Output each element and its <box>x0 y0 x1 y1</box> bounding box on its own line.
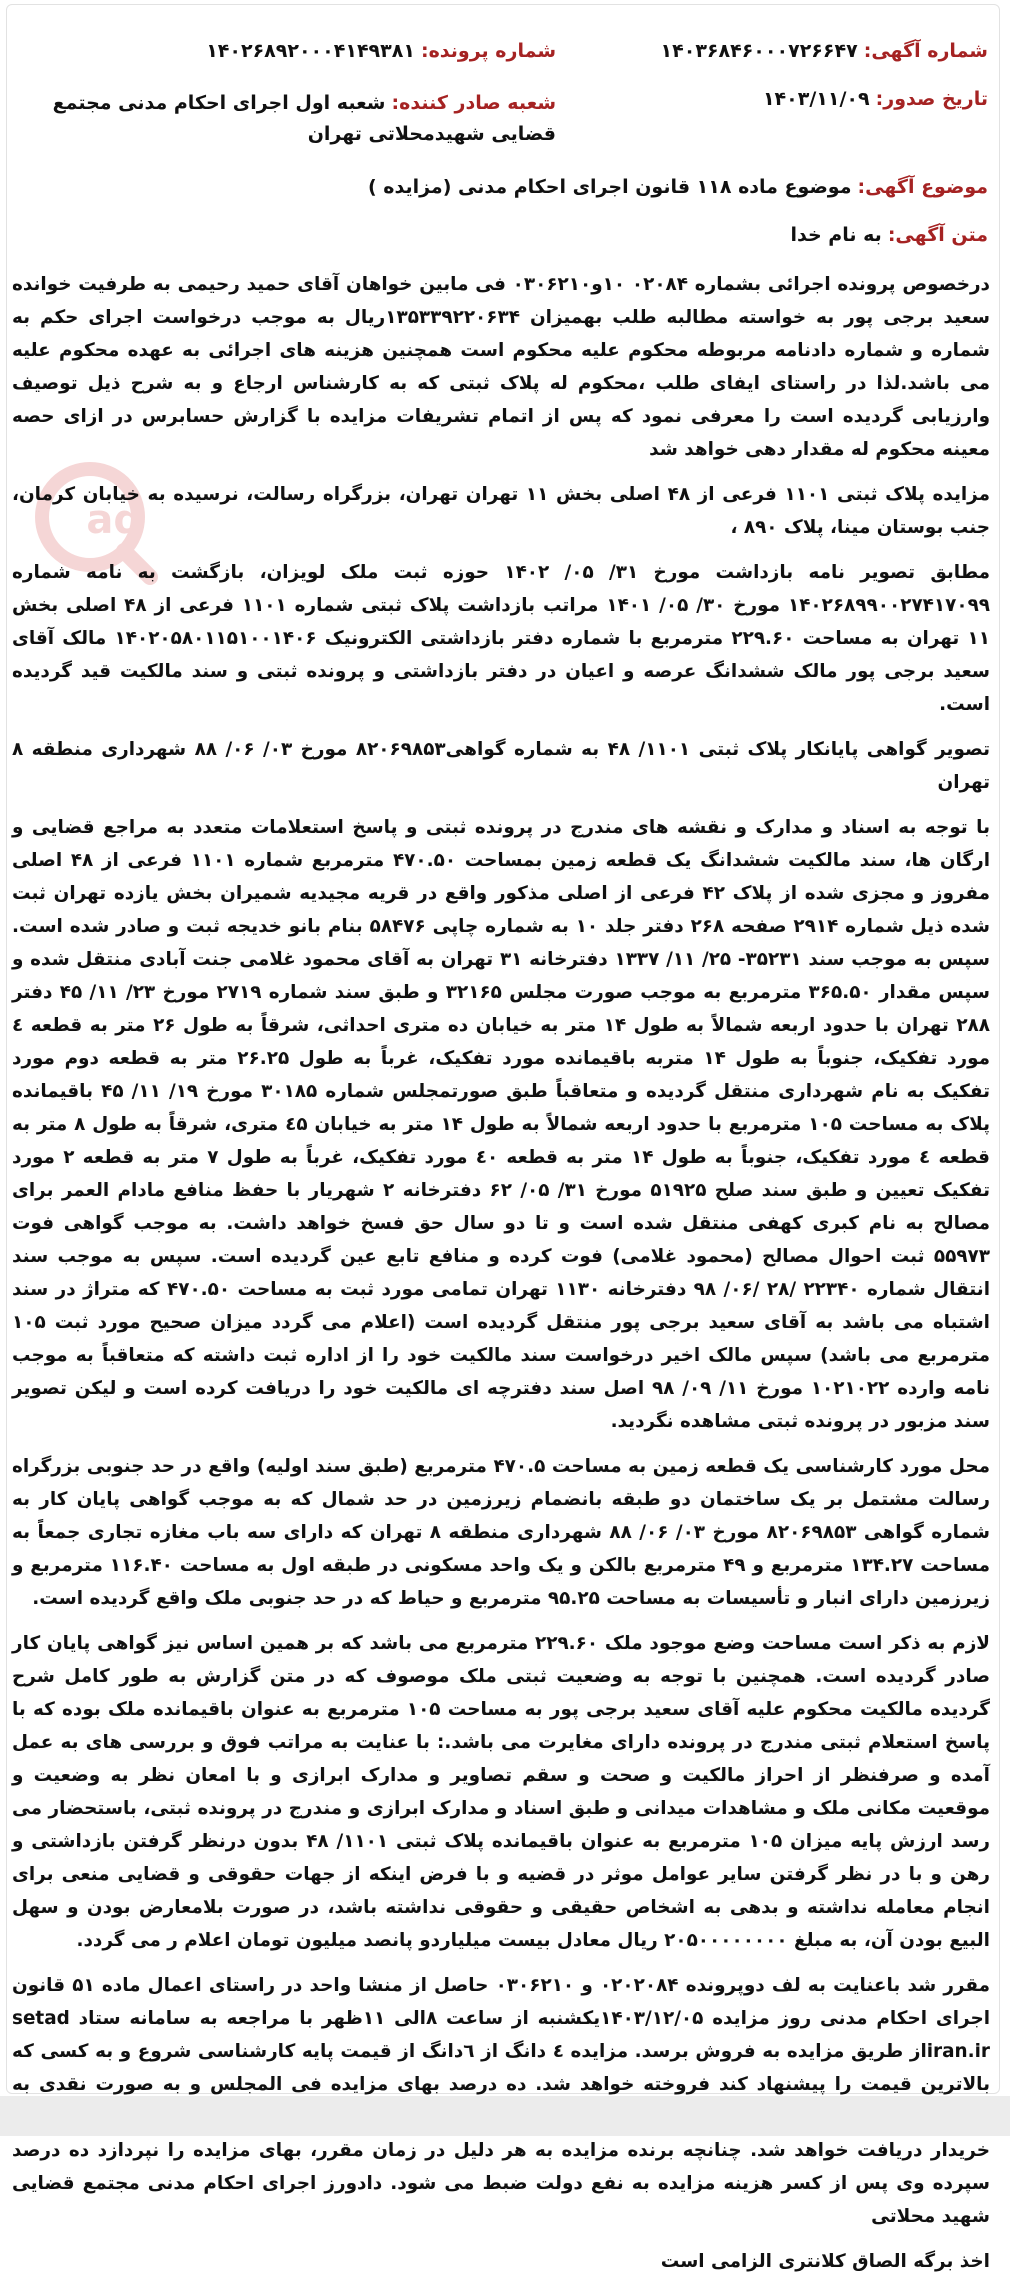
notice-subject <box>368 176 988 198</box>
issue-date-value: ۱۴۰۳/۱۱/۰۹ <box>762 88 870 110</box>
paragraph-case-intro: درخصوص پرونده اجرائی بشماره ۰۲۰۸۴ ۱۰و۰۳۰۶۲۱۰ فی مابین خواهان آقای حمید رحیمی به طرفیت خوانده سعید برجی پور به خواسته مطالبه طلب بهمیزان ۱۳۵۳۳۹۲۲۰۶۳۴ریال به موجب درخواست اجرای حکم به شماره و شماره دادنامه مربوطه محکوم علیه محکوم است همچنین هزینه های اجرائی به عهده محکوم علیه می باشد.لذا در راستای ایفای طلب ،محکوم له پلاک ثبتی که به کارشناس ارجاع و به شرح ذیل توصیف وارزیابی گردیده است را معرفی نمود که پس از اتمام تشریفات مزایده با گزارش حسابرس در ازای حصه معینه محکوم له مقدار دهی خواهد شد <box>12 274 990 460</box>
case-number-label: شماره پرونده: <box>420 40 556 62</box>
notice-body <box>12 268 990 2290</box>
issuing-branch-value: شعبه اول اجرای احکام مدنی مجتمع قضایی شهیدمحلاتی تهران <box>52 92 556 145</box>
notice-number-value: ۱۴۰۳۶۸۴۶۰۰۰۷۲۶۶۴۷ <box>660 40 858 62</box>
paragraph-auction-terms: مقرر شد باعنایت به لف دوپرونده ۰۲۰۲۰۸۴ و ۰۳۰۶۲۱۰ حاصل از منشا واحد در راستای اعمال ماده ۵۱ قانون اجرای احکام مدنی روز مزایده ۱۴۰۳/۱۲/۰۵یکشنبه از ساعت ۸الی ۱۱ظهر با مراجعه به سامانه ستاد setad iran.irاز طریق مزایده به فروش برسد. مزایده ٤ دانگ از ٦دانگ از قیمت پایه کارشناسی شروع و به کسی که بالاترین قیمت را پیشنهاد کند فروخته خواهد شد. ده درصد بهای مزایده فی المجلس و به صورت نقدی به خریدار دریافت خواهد شد. چنانچه برنده مزایده به هر دلیل در زمان مقرر، بهای مزایده را نپردازد ده درصد سپرده وی پس از کسر هزینه مزایده به نفع دولت ضبط می شود. دادورز اجرای احکام مدنی مجتمع قضایی شهید محلاتی <box>12 1975 991 2227</box>
issue-date-label: تاریخ صدور: <box>875 88 988 110</box>
case-number-value: ۱۴۰۲۶۸۹۲۰۰۰۴۱۴۹۳۸۱ <box>206 40 415 62</box>
issuing-branch-label: شعبه صادر کننده: <box>391 92 556 114</box>
paragraph-ownership-history: با توجه به اسناد و مدارک و نقشه های مندرج در پرونده ثبتی و پاسخ استعلامات متعدد به مراجع قضایی و ارگان ها، سند مالکیت ششدانگ یک قطعه زمین بمساحت ۴۷۰.۵۰ مترمربع شماره ۱۱۰۱ فرعی از ۴۸ اصلی مفروز و مجزی شده از پلاک ۴۲ فرعی از اصلی مذکور واقع در قریه مجیدیه شمیران بخش یازده تهران ثبت شده ذیل شماره ۲۹۱۴ صفحه ۲۶۸ دفتر جلد ۱۰ به شماره چاپی ۵۸۴۷۶ بنام بانو خدیجه ثبت و صادر شده است. سپس به موجب سند ۳۵۲۳۱- ۲۵/ ۱۱/ ۱۳۳۷ دفترخانه ۳۱ تهران به آقای محمود غلامی جنت آبادی منتقل شده و سپس مقدار ۳۶۵.۵۰ مترمربع به موجب صورت مجلس ۳۲۱۶۵ و طبق سند شماره ۲۷۱۹ مورخ ۲۳/ ۱۱/ ۴۵ دفتر ۲۸۸ تهران با حدود اربعه شمالاً به طول ۱۴ متر به خیابان ده متری احداثی، شرقاً به طول ۲۶ متر به قطعه ٤ مورد تفکیک، جنوباً به طول ۱۴ متربه باقیمانده مورد تفکیک، غرباً به طول ۲۶.۲۵ متر به قطعه دوم مورد تفکیک به نام شهرداری منتقل گردیده و متعاقباً طبق صورتمجلس شماره ۳۰۱۸۵ مورخ ۱۹/ ۱۱/ ۴۵ باقیمانده پلاک به مساحت ۱۰۵ مترمربع با حدود اربعه شمالاً به طول ۱۴ متر به خیابان ٤۵ متری، شرقاً به طول ۸ متر به قطعه ٤ مورد تفکیک، جنوباً به طول ۱۴ متر به قطعه ٤۰ مورد تفکیک، غرباً به طول ۷ متر به قطعه ۲ مورد تفکیک تعیین و طبق سند صلح ۵۱۹۲۵ مورخ ۳۱/ ۰۵/ ۶۲ دفترخانه ۲ شهریار با حفظ منافع مادام العمر برای مصالح به نام کبری کهفی منتقل شده است و تا دو سال حق فسخ خواهد داشت. به موجب گواهی فوت ۵۵۹۷۳ ثبت احوال مصالح (محمود غلامی) فوت کرده و منافع تابع عین گردیده است. سپس به موجب سند انتقال شماره ۲۲۳۴۰ /۲۸ /۰۶/ ۹۸ دفترخانه ۱۱۳۰ تهران تمامی مورد ثبت به مساحت ۴۷۰.۵۰ که متراژ در سند اشتباه می باشد به آقای سعید برجی پور منتقل گردیده است (اعلام می گردد میزان صحیح مورد ثبت ۱۰۵ مترمربع می باشد) سپس مالک اخیر درخواست سند مالکیت خود را از اداره ثبت داشته که متعاقباً به موجب نامه وارده ۱۰۲۱۰۲۲ مورخ ۱۱/ ۰۹/ ۹۸ اصل سند دفترچه ای مالکیت خود را دریافت کرده است و لیکن تصویر سند مزبور در پرونده ثبتی مشاهده نگردید. <box>12 817 991 1432</box>
paragraph-plate-address: مزایده پلاک ثبتی ۱۱۰۱ فرعی از ۴۸ اصلی بخش ۱۱ تهران تهران، بزرگراه رسالت، نرسیده به خیابان کرمان، جنب بوستان مینا، پلاک ۸۹۰ ، <box>12 484 991 538</box>
paragraph-completion-certificate: تصویر گواهی پایانکار پلاک ثبتی ۱۱۰۱/ ۴۸ به شماره گواهی۸۲۰۶۹۸۵۳ مورخ ۰۳/ ۰۶/ ۸۸ شهرداری منطقه ۸ تهران <box>12 739 991 793</box>
subject-label: موضوع آگهی: <box>857 176 988 198</box>
notice-number-label: شماره آگهی: <box>863 40 988 62</box>
notice-number <box>661 40 988 62</box>
subject-value: موضوع ماده ۱۱۸ قانون اجرای احکام مدنی (مزایده ) <box>367 176 852 198</box>
footer-strip <box>0 2096 1010 2136</box>
text-heading: به نام خدا <box>790 224 882 246</box>
svg-text:ad: ad <box>86 497 142 543</box>
paragraph-valuation: لازم به ذکر است مساحت وضع موجود ملک ۲۲۹.۶۰ مترمربع می باشد که بر همین اساس نیز گواهی پایان کار صادر گردیده است. همچنین با توجه به وضعیت ثبتی ملک موصوف که در متن گزارش به طور کامل شرح گردیده مالکیت محکوم علیه آقای سعید برجی پور به مساحت ۱۰۵ مترمربع به عنوان باقیمانده ملک بوده که با پاسخ استعلام ثبتی مندرج در پرونده دارای مغایرت می باشد.: با عنایت به مراتب فوق و بررسی های به عمل آمده و صرفنظر از احراز مالکیت و صحت و سقم تصاویر و مدارک ابرازی و با امعان نظر به وضعیت و موقعیت مکانی ملک و مشاهدات میدانی و طبق اسناد و مدارک ابرازی و مندرج در پرونده ثبتی، باستحضار می رسد ارزش پایه میزان ۱۰۵ مترمربع به عنوان باقیمانده پلاک ثبتی ۱۱۰۱/ ۴۸ بدون درنظر گرفتن بازداشتی و رهن و با در نظر گرفتن سایر عوامل موثر در قضیه و با فرض اینکه از جهات حقوقی و قضایی منعی برای انجام معامله نداشته و بدهی به اشخاص حقیقی و حقوقی نداشته باشد، در صورت بلامعارض بودن و سهل البیع بودن آن، به مبلغ ۲۰۵۰۰۰۰۰۰۰۰ ریال معادل بیست میلیاردو پانصد میلیون تومان اعلام ر می گردد. <box>12 1633 990 1951</box>
issue-date <box>763 88 988 110</box>
issuing-branch <box>26 88 556 150</box>
text-label: متن آگهی: <box>887 224 988 246</box>
case-number <box>206 40 556 62</box>
notice-text-heading <box>791 224 988 246</box>
paragraph-seizure: مطابق تصویر نامه بازداشت مورخ ۳۱/ ۰۵/ ۱۴۰۲ حوزه ثبت ملک لویزان، بازگشت به نامه شماره ۱۴۰۲۶۸۹۹۰۰۲۷۴۱۷۰۹۹ مورخ ۳۰/ ۰۵/ ۱۴۰۱ مراتب بازداشت پلاک ثبتی شماره ۱۱۰۱ فرعی از ۴۸ اصلی بخش ۱۱ تهران به مساحت ۲۲۹.۶۰ مترمربع با شماره دفتر بازداشتی الکترونیک ۱۴۰۲۰۵۸۰۱۱۵۱۰۰۱۴۰۶ مالک آقای سعید برجی پور مالک ششدانگ عرصه و اعیان در دفتر بازداشتی و پرونده ثبتی و سند مالکیت قید گردیده است. <box>12 562 991 715</box>
paragraph-property-description: محل مورد کارشناسی یک قطعه زمین به مساحت ۴۷۰.۵ مترمربع (طبق سند اولیه) واقع در حد جنوبی بزرگراه رسالت مشتمل بر یک ساختمان دو طبقه بانضمام زیرزمین در حد شمال که به موجب گواهی پایان کار به شماره گواهی ۸۲۰۶۹۸۵۳ مورخ ۰۳/ ۰۶/ ۸۸ شهرداری منطقه ۸ تهران که دارای سه باب مغازه تجاری جمعاً به مساحت ۱۳۴.۲۷ مترمربع و ۴۹ مترمربع بالکن و یک واحد مسکونی در طبقه اول به مساحت ۱۱۶.۴۰ مترمربع و زیرزمین دارای انبار و تأسیسات به مساحت ۹۵.۲۵ مترمربع و حیاط که در حد جنوبی ملک واقع گردیده است. <box>12 1456 991 1609</box>
paragraph-police-note: اخذ برگه الصاق کلانتری الزامی است <box>660 2251 990 2272</box>
